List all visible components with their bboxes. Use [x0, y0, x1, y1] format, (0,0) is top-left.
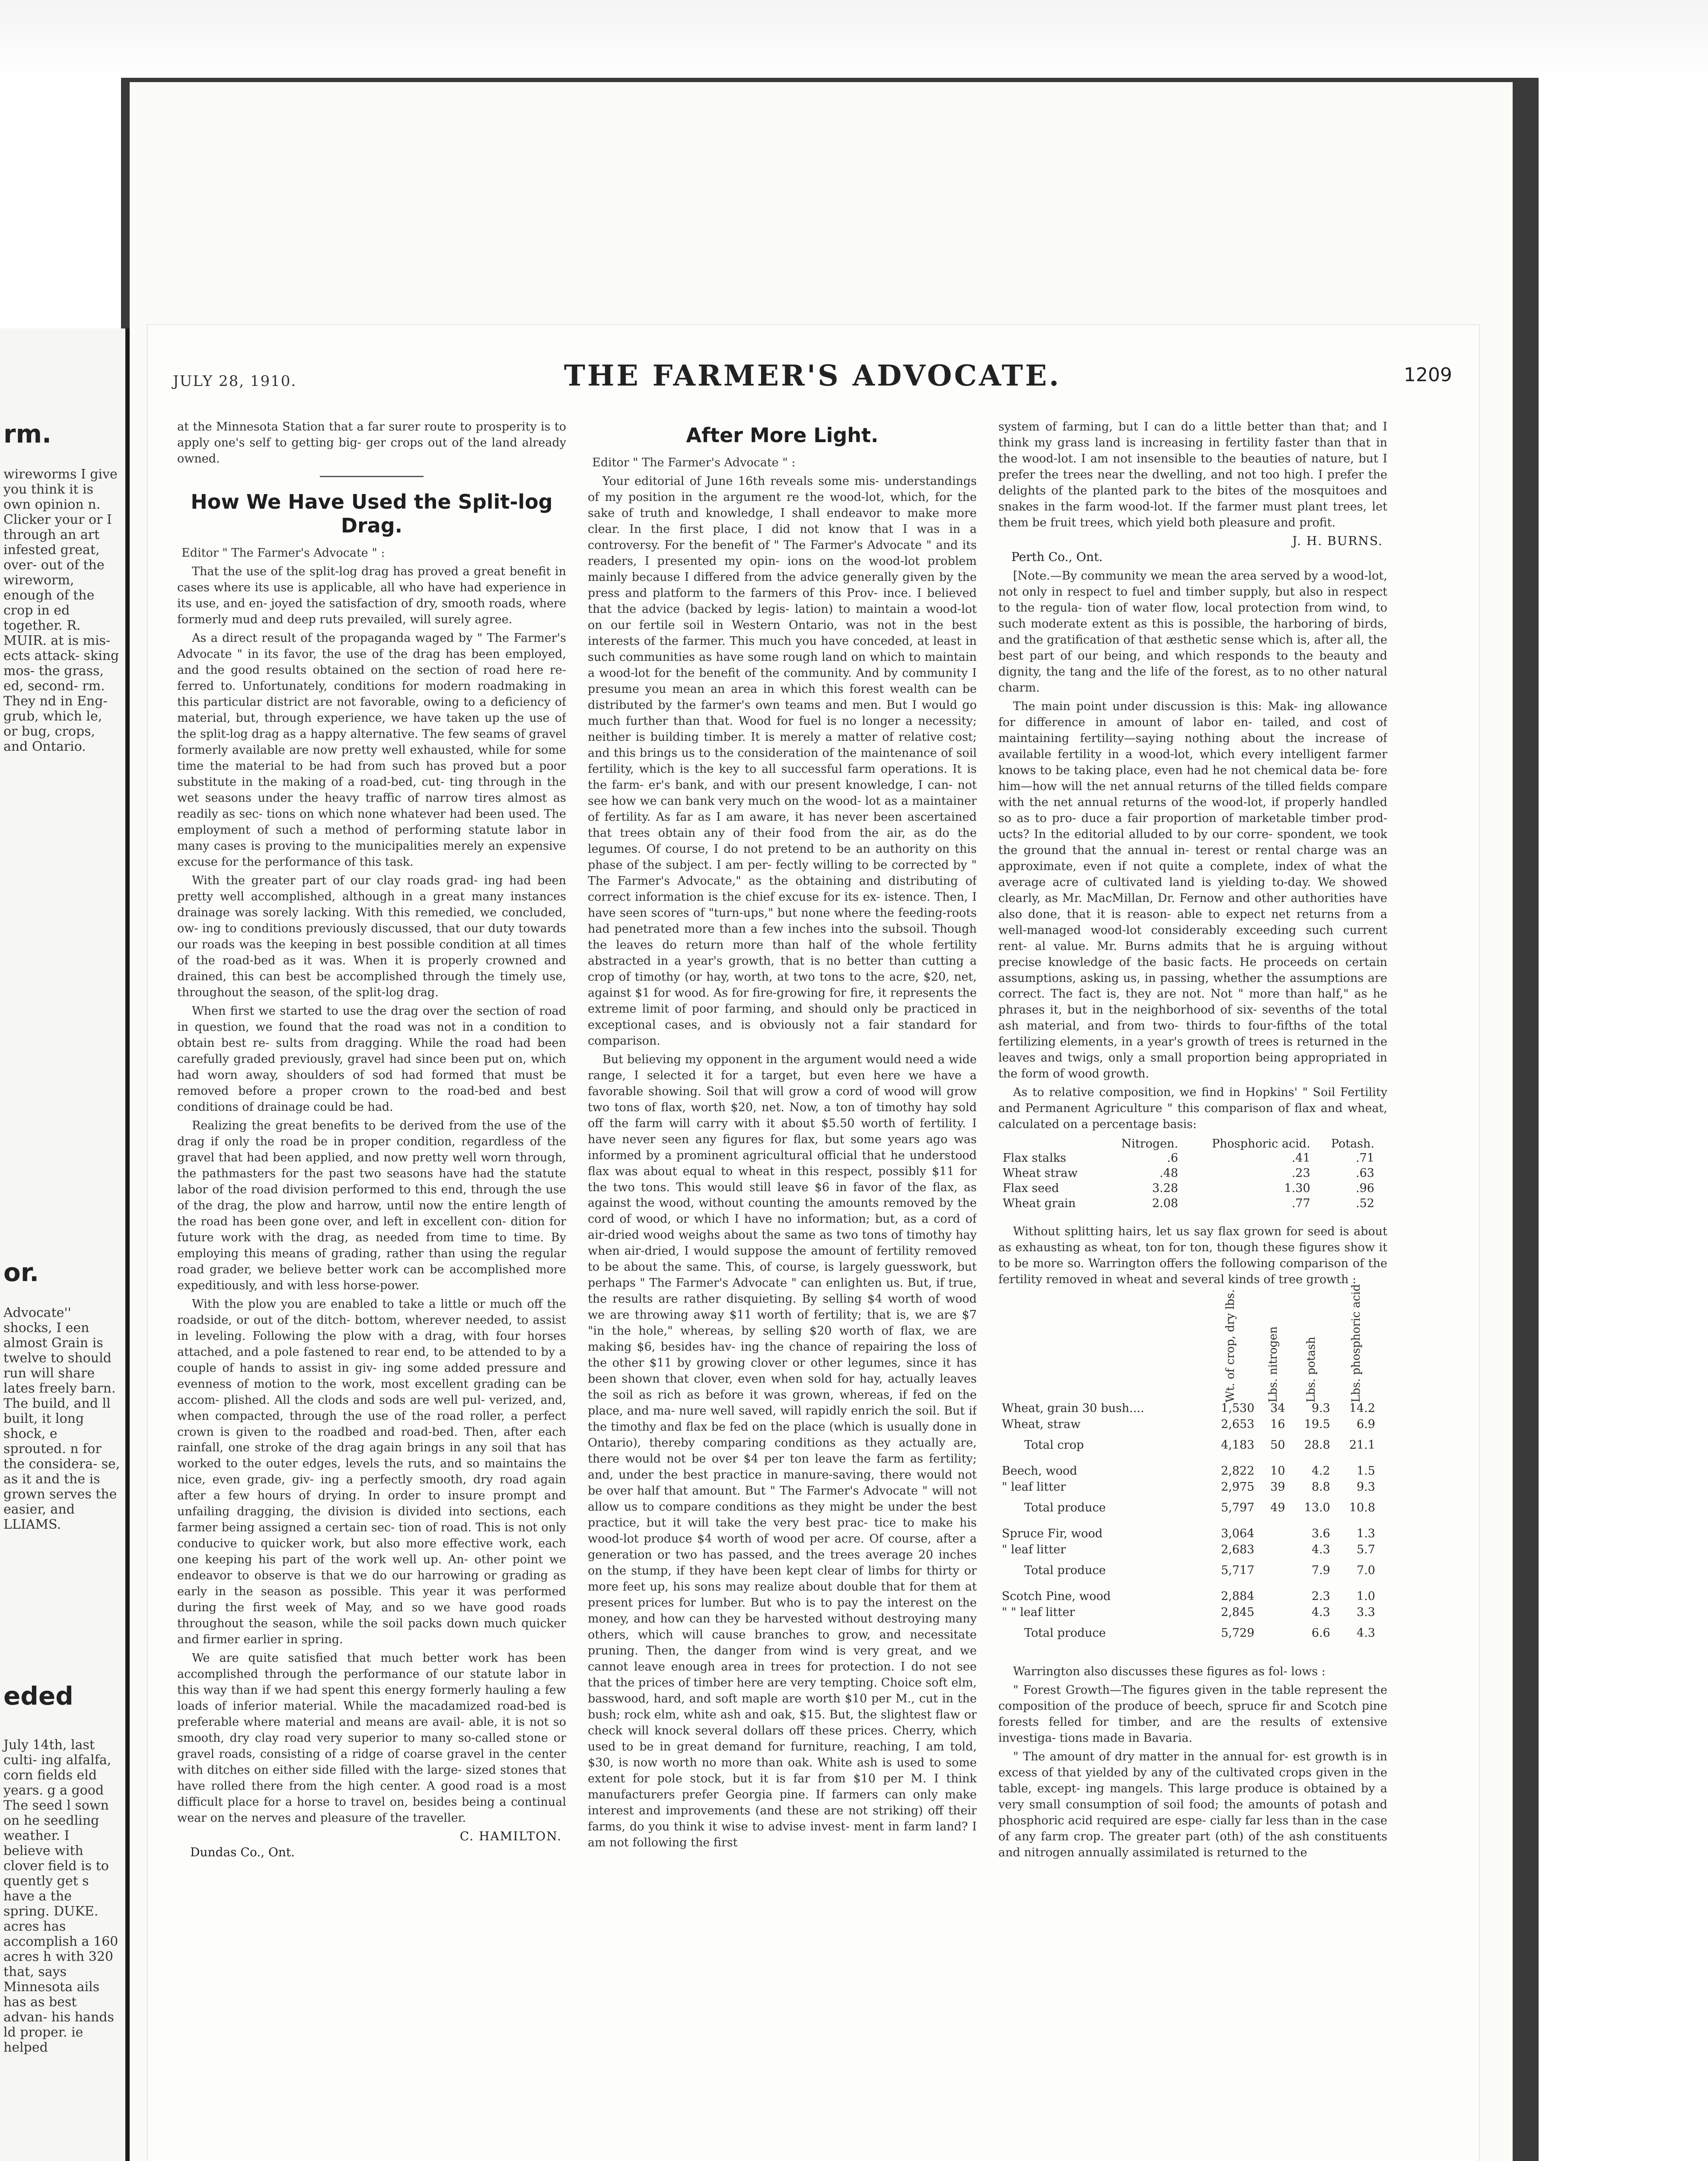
column-3	[998, 419, 1387, 2161]
article-paragraph: Without splitting hairs, let us say flax grown for seed is about as exhausting as wheat, ton for ton, though these figures show it to be more so. Warrington offers the following comparison of the fertility removed in wheat and several kinds of tree growth :	[998, 1225, 1387, 1287]
signature-place: Dundas Co., Ont.	[190, 1845, 295, 1860]
article-headline: After More Light.	[686, 424, 879, 447]
table-cell: 3.6	[1311, 1527, 1330, 1541]
table-cell: 6.6	[1311, 1626, 1330, 1640]
table-row	[998, 1463, 1379, 1479]
table-header-text: Wt. of crop, dry lbs.	[1224, 1289, 1237, 1403]
composition-table	[998, 1137, 1379, 1211]
table-row	[998, 1542, 1379, 1558]
signature: J. H. BURNS.	[1292, 533, 1383, 548]
table-cell	[1258, 1604, 1288, 1620]
table-row	[998, 1479, 1379, 1495]
table-cell: 7.9	[1311, 1564, 1330, 1578]
editor-salutation: Editor " The Farmer's Advocate " :	[592, 456, 796, 470]
column-2	[588, 419, 977, 2161]
table-cell: .41	[1291, 1151, 1310, 1165]
table-cell: 14.2	[1349, 1402, 1375, 1415]
article-paragraph: We are quite satisfied that much better work has been accomplished through the performance of our statute labor in this way than if we had spent this energy formerly hauling a few loads of inferior material. While the macadamized road-bed is preferable where material and means are avail- able, it is not so smooth, dry clay road very superior to many so-called stone or gravel roads, consisting of a ridge of coarse gravel in the center with ditches on either side filled with the large- sized stones that have rolled there from the high center. A good road is a most difficult place for a horse to travel on, besides being a continual wear on the nerves and pleasure of the traveller.	[177, 1651, 566, 1825]
table-cell: 1.30	[1284, 1182, 1310, 1195]
table-row	[998, 1400, 1379, 1416]
table-header: Nitrogen.	[1121, 1137, 1178, 1151]
prev-page-text: Advocate'' shocks, I een almost Grain is twelve to should run will share lates freely barn. The build, and ll built, it long shock, e sprouted. n for the considera- se, as it and the is grown serves the easier, and LLIAMS.	[3, 1305, 120, 1532]
table-cell: 5,717	[1221, 1564, 1255, 1578]
table-cell: Flax stalks	[1003, 1151, 1066, 1165]
table-cell: Total produce	[1024, 1501, 1106, 1515]
table-cell: " leaf litter	[1002, 1543, 1066, 1557]
previous-page-fragment	[0, 328, 131, 2161]
table-row	[998, 1526, 1379, 1542]
table-header	[998, 1292, 1203, 1400]
table-cell: .96	[1356, 1182, 1374, 1195]
table-cell: .6	[1167, 1151, 1178, 1165]
table-cell: 4.2	[1311, 1464, 1330, 1478]
note-paragraph: The main point under discussion is this: Mak- ing allowance for difference in amount of labor en- tailed, and cost of maintaining fertility—saying nothing about the increase of available fertility in a wood-lot, which every intelligent farmer knows to be taking place, even had he not chemical data be- fore him—how will the net annual returns of the tilled fields compare with the net annual returns of the wood-lot, if properly handled so as to pro- duce a fair proportion of marketable timber prod- ucts? In the editorial alluded to by our corre- spondent, we took the ground that the annual in- terest or rental charge was an approximate, even if not quite a complete, index of what the average acre of cultivated land is yielding to-day. We showed clearly, as Mr. MacMillan, Dr. Fernow and other authorities have also done, that it is reason- able to expect net returns from a well-managed wood-lot considerably exceeding such current rent- al value. Mr. Burns admits that he is arguing without precise knowledge of the basic facts. He proceeds on certain assumptions, asking us, in passing, whether the assumptions are correct. The fact is, they are not. Not " more than half," as he phrases it, but in the neighborhood of six- sevenths of the total ash material, and from two- thirds to four-fifths of the total fertilizing elements, in a year's growth of trees is returned in the leaves and twigs, only a small proportion being appropriated in the form of wood growth.	[998, 699, 1387, 1081]
table-header	[1334, 1284, 1379, 1403]
table-cell: Total crop	[1024, 1438, 1084, 1452]
table-cell: 8.8	[1311, 1480, 1330, 1494]
masthead-date: JULY 28, 1910.	[173, 373, 297, 390]
divider	[320, 476, 424, 477]
table-header: Phosphoric acid.	[1212, 1137, 1310, 1151]
signature-place: Perth Co., Ont.	[1011, 549, 1103, 564]
table-cell: " leaf litter	[1002, 1480, 1066, 1494]
table-row	[998, 1588, 1379, 1604]
film-border-top	[0, 0, 1708, 78]
table-cell	[1258, 1558, 1288, 1588]
table-cell: Beech, wood	[1002, 1464, 1077, 1478]
table-header-row	[998, 1137, 1379, 1151]
table-cell: 3,064	[1221, 1527, 1255, 1541]
table-header	[1289, 1292, 1334, 1403]
article-paragraph: That the use of the split-log drag has proved a great benefit in cases where its use is applicable, all who have had experience in its use, and en- joyed the satisfaction of dry, smooth roads, where formerly mud and deep ruts prevailed, will surely agree.	[177, 565, 566, 627]
table-cell: 21.1	[1349, 1438, 1375, 1452]
editor-salutation: Editor " The Farmer's Advocate " :	[182, 546, 385, 560]
table-cell: 5,729	[1221, 1626, 1255, 1640]
table-cell: .71	[1356, 1151, 1374, 1165]
note-paragraph: [Note.—By community we mean the area served by a wood-lot, not only in respect to fuel and timber supply, but also in respect to the regula- tion of water flow, local protection from wind, to such moderate extent as this is possible, the harboring of birds, and the gratification of that æsthetic sense which is, after all, the best part of our being, and which responds to the beauty and dignity, the tang and the life of the forest, as to no other natural charm.	[998, 569, 1387, 695]
table-cell: 13.0	[1304, 1501, 1330, 1515]
table-cell: 2,845	[1221, 1606, 1255, 1619]
table-cell	[1258, 1588, 1288, 1604]
table-header-row	[998, 1292, 1379, 1400]
table-cell: 19.5	[1304, 1418, 1330, 1431]
table-row	[998, 1166, 1379, 1181]
table-cell: .48	[1160, 1167, 1178, 1180]
table-header	[1203, 1289, 1258, 1403]
article-paragraph: system of farming, but I can do a little better than that; and I think my grass land is increasing in fertility faster than that in the wood-lot. I am not insensible to the beauties of nature, but I prefer the trees near the dwelling, and not too high. I prefer the delights of the planted park to the bites of the mosquitoes and snakes in the farm wood-lot. If the farmer must plant trees, let them be fruit trees, which yield both pleasure and profit.	[998, 420, 1387, 529]
article-paragraph: Warrington also discusses these figures as fol- lows :	[1013, 1665, 1326, 1679]
column-1	[177, 419, 566, 2161]
table-cell: .23	[1291, 1167, 1310, 1180]
table-cell: 5,797	[1221, 1501, 1255, 1515]
article-paragraph: Realizing the great benefits to be derived from the use of the drag if only the road be in proper condition, regardless of the gravel that had been applied, and now pretty well worn through, the pathmasters for the past two seasons have had the statute labor of the road division performed to this end, through the use of the drag, the plow and harrow, until now the entire length of the road has been gone over, and left in excellent con- dition for future work with the drag, as needed from time to time. By employing this means of grading, rather than using the regular road grader, we believe better work can be accomplished more expeditiously, and with less horse-power.	[177, 1119, 566, 1292]
table-cell: 2,884	[1221, 1590, 1255, 1603]
table-header-text: Lbs. potash	[1304, 1337, 1318, 1403]
table-cell: Wheat, grain 30 bush....	[1002, 1402, 1144, 1415]
table-cell	[1258, 1526, 1288, 1542]
signature: C. HAMILTON.	[459, 1829, 562, 1844]
table-cell: 4.3	[1311, 1606, 1330, 1619]
prev-page-heading: or.	[3, 1258, 39, 1287]
table-cell: 1.3	[1357, 1527, 1375, 1541]
table-row	[998, 1604, 1379, 1620]
note-paragraph: As to relative composition, we find in Hopkins' " Soil Fertility and Permanent Agriculture " this comparison of flax and wheat, calculated on a percentage basis:	[998, 1086, 1387, 1131]
table-cell: Flax seed	[1003, 1182, 1059, 1195]
masthead-title: THE FARMER'S ADVOCATE.	[564, 359, 1061, 392]
table-row	[998, 1495, 1379, 1526]
table-row	[998, 1558, 1379, 1588]
table-cell: .52	[1356, 1197, 1374, 1211]
table-cell: .77	[1291, 1197, 1310, 1211]
page-number: 1209	[1404, 364, 1452, 386]
table-cell: 28.8	[1304, 1438, 1330, 1452]
table-cell: 2,683	[1221, 1543, 1255, 1557]
article-paragraph: As a direct result of the propaganda waged by " The Farmer's Advocate " in its favor, the use of the drag has been employed, and the good results obtained on the section of road here re- ferred to. Unfortunately, conditions for modern roadmaking in this particular district are not favorable, owing to a deficiency of material, but, through experience, we have taken up the use of the split-log drag as a happy alternative. The few seams of gravel formerly available are now pretty well exhausted, while for some time the material to be had from such has proved but a poor substitute in the making of a road-bed, cut- ting through in the wet seasons under the heavy traffic of narrow tires almost as readily as sec- tions on which none whatever had been used. The employment of such a method of performing statute labor in many cases is proving to the municipalities merely an expensive excuse for the performance of this task.	[177, 631, 566, 869]
table-cell: 2.3	[1311, 1590, 1330, 1603]
table-cell: .63	[1356, 1167, 1374, 1180]
table-cell: 2,653	[1221, 1418, 1255, 1431]
table-cell: Wheat grain	[1003, 1197, 1076, 1211]
table-cell: 2,975	[1221, 1480, 1255, 1494]
table-cell: Wheat, straw	[1002, 1418, 1081, 1431]
table-cell: 16	[1270, 1418, 1285, 1431]
table-row	[998, 1620, 1379, 1651]
table-cell: 4,183	[1221, 1438, 1255, 1452]
table-cell: 6.9	[1357, 1418, 1375, 1431]
table-cell	[1258, 1542, 1288, 1558]
table-header: Potash.	[1331, 1137, 1374, 1151]
table-row	[998, 1196, 1379, 1211]
table-row	[998, 1416, 1379, 1432]
article-paragraph: With the greater part of our clay roads grad- ing had been pretty well accomplished, although in a great many instances drainage was sorely lacking. With this remedied, we concluded, ow- ing to conditions previously discussed, that our duty towards our roads was the keeping in best possible condition at all times of the road-bed as it was. When it is properly crowned and drained, this can best be accomplished through the timely use, throughout the season, of the split-log drag.	[177, 874, 566, 999]
table-cell: 39	[1270, 1480, 1285, 1494]
table-cell: 4.3	[1357, 1626, 1375, 1640]
table-cell: Total produce	[1024, 1564, 1106, 1578]
newspaper-page	[130, 82, 1513, 2161]
table-cell: 4.3	[1311, 1543, 1330, 1557]
prev-page-text: July 14th, last culti- ing alfalfa, corn fields eld years. g a good The seed l sown on he seedling weather. I believe with clover field is to quently get s have a the spring. DUKE. acres has accomplish a 160 acres h with 320 that, says Minnesota ails has as best advan- his hands ld proper. ie helped	[3, 1737, 118, 2055]
table-cell: 9.3	[1357, 1480, 1375, 1494]
article-paragraph: " The amount of dry matter in the annual for- est growth is in excess of that yielded by any of the cultivated crops given in the table, except- ing mangels. This large produce is obtained by a very small consumption of soil food; the amounts of potash and phosphoric acid required are espe- cially far less than in the case of any farm crop. The greater part (oth) of the ash constituents and nitrogen annually assimilated is returned to the	[998, 1750, 1387, 1860]
table-cell: 2,822	[1221, 1464, 1255, 1478]
table-cell: Total produce	[1024, 1626, 1106, 1640]
table-cell: 7.0	[1357, 1564, 1375, 1578]
table-cell: 10.8	[1349, 1501, 1375, 1515]
table-cell: 9.3	[1311, 1402, 1330, 1415]
prev-page-text: wireworms I give you think it is own opinion n. Clicker your or I through an art infested great, over- out of the wireworm, enough of the crop in ed together. R. MUIR. at is mis- ects attack- sking mos- the grass, ed, second- rm. They nd in Eng- grub, which le, or bug, crops, and Ontario.	[3, 467, 119, 754]
table-cell: 10	[1270, 1464, 1285, 1478]
fertility-table	[998, 1284, 1379, 1651]
article-paragraph: " Forest Growth—The figures given in the table represent the composition of the produce of beech, spruce fir and Scotch pine forests felled for timber, and are the results of extensive investiga- tions made in Bavaria.	[998, 1683, 1387, 1745]
table-cell	[1258, 1620, 1288, 1651]
table-cell: 3.28	[1152, 1182, 1178, 1195]
article-headline: How We Have Used the Split-log Drag.	[191, 490, 553, 538]
table-cell: " " leaf litter	[1002, 1606, 1075, 1619]
article-paragraph: When first we started to use the drag over the section of road in question, we found that the road was not in a condition to obtain best re- sults from dragging. While the road had been carefully graded previously, gravel had since been put on, which had worn away, shoulders of sod had formed that must be removed before a proper crown to the road-bed and best conditions of drainage could be had.	[177, 1004, 566, 1114]
table-row	[998, 1181, 1379, 1196]
masthead	[147, 359, 1478, 411]
prev-page-heading: eded	[3, 1681, 73, 1711]
table-cell: 3.3	[1357, 1606, 1375, 1619]
table-cell: 1.0	[1357, 1590, 1375, 1603]
table-header-text: Lbs. nitrogen	[1266, 1326, 1280, 1403]
article-paragraph: Your editorial of June 16th reveals some mis- understandings of my position in the argument re the wood-lot, which, for the sake of truth and knowledge, I shall endeavor to make more clear. In the first place, I did not know that I was in a controversy. For the benefit of " The Farmer's Advocate " and its readers, I presented my opin- ions on the wood-lot problem mainly because I differed from the advice generally given by the press and platform to the farmers of this Prov- ince. I believed that the advice (backed by legis- lation) to maintain a wood-lot on our fertile soil in Western Ontario, was not in the best interests of the farmer. This much you have conceded, at least in such communities as have some rough land on which to maintain a wood-lot for the benefit of the community. And by community I presume you mean an area in which this forest wealth can be distributed by the farmer's own teams and men. But I would go much further than that. Wood for fuel is no longer a necessity; neither is building timber. It is merely a matter of relative cost; and this brings us to the consideration of the maintenance of soil fertility, which is the key to all successful farm operations. It is the farm- er's bank, and with our present knowledge, I can- not see how we can bank very much on the wood- lot as a maintainer of fertility. As far as I am aware, it has never been ascertained that trees obtain any of their food from the air, as do the legumes. Of course, I do not pretend to be an authority on this phase of the subject. I am per- fectly willing to be corrected by " The Farmer's Advocate," as the obtaining and distributing of correct information is the chief excuse for its ex- istence. Then, I have seen scores of "turn-ups," but none where the feeding-roots had penetrated more than a few inches into the subsoil. Though the leaves do return more than half of the whole fertility abstracted in a year's growth, that is no better than cutting a crop of timothy (or hay, worth, at two tons to the acre, $20, net, against $1 for wood. As for fire-growing for fire, it represents the extreme limit of poor farming, and should only be practiced in exceptional cases, and is obviously not a fair standard for comparison.	[588, 475, 977, 1048]
table-cell: 5.7	[1357, 1543, 1375, 1557]
table-header-text: Lbs. phosphoric acid	[1349, 1284, 1363, 1403]
table-cell: 1,530	[1221, 1402, 1255, 1415]
table-cell: 1.5	[1357, 1464, 1375, 1478]
table-row	[998, 1151, 1379, 1166]
table-cell: 49	[1270, 1501, 1285, 1515]
table-cell: Wheat straw	[1003, 1167, 1078, 1180]
table-cell: Scotch Pine, wood	[1002, 1590, 1111, 1603]
table-cell: 50	[1270, 1438, 1285, 1452]
table-cell: Spruce Fir, wood	[1002, 1527, 1103, 1541]
table-cell: 34	[1270, 1402, 1285, 1415]
table-row	[998, 1432, 1379, 1463]
table-cell: 2.08	[1152, 1197, 1178, 1211]
intro-paragraph: at the Minnesota Station that a far surer route to prosperity is to apply one's self to getting big- ger crops out of the land already owned.	[177, 420, 566, 465]
article-paragraph: With the plow you are enabled to take a little or much off the roadside, or out of the ditch- bottom, wherever needed, to assist in leveling. Following the plow with a drag, with four horses attached, and a pole fastened to rear end, to be attended to by a couple of hands to assist in giv- ing some added pressure and evenness of motion to the work, most excellent grading can be accom- plished. All the clods and sods are well pul- verized, and, when compacted, through the use of the road roller, a perfect crown is given to the roadbed and road-bed. Then, after each rainfall, one stroke of the drag again brings in any soil that has worked to the outer edges, levels the ruts, and so maintains the nice, even grade, giv- ing a perfectly smooth, dry road again after a few hours of drying. In order to insure prompt and unfailing dragging, the division is divided into sections, each farmer being assigned a certain sec- tion of road. This is not only conducive to quicker work, but also more effective work, each one keeping his part of the work well up. An- other point we endeavor to observe is that we do our harrowing or grading as early in the season as possible. This year it was performed during the first week of May, and so we have good roads throughout the season, while the soil packs down much quicker and firmer earlier in spring.	[177, 1297, 566, 1647]
table-header	[998, 1137, 1102, 1151]
prev-page-heading: rm.	[3, 419, 52, 449]
film-border-right	[1539, 78, 1708, 2161]
table-header	[1258, 1292, 1288, 1403]
article-paragraph: But believing my opponent in the argument would need a wide range, I selected it for a target, but even here we have a favorable showing. Soil that will grow a cord of wood will grow two tons of flax, worth $20, net. Now, a ton of timothy hay sold off the farm will carry with it about $5.50 worth of fertility. I have never seen any figures for flax, but some years ago was informed by a prominent agricultural official that he understood flax was about equal to wheat in this respect, possibly $11 for the two tons. This would still leave $6 in favor of the flax, as against the wood, without counting the amounts removed by the cord of wood, or which I have no information; but, as a cord of air-dried wood weighs about the same as two tons of timothy hay when air-dried, I would suppose the amount of fertility removed to be about the same. This, of course, is largely guesswork, but perhaps " The Farmer's Advocate " can enlighten us. But, if true, the results are rather disquieting. By selling $4 worth of wood we are throwing away $11 worth of fertility; that is, we are $7 "in the hole," whereas, by selling $20 worth of flax, we are making $6, besides hav- ing the chance of repairing the loss of the other $11 by growing clover or other legumes, since it has been shown that clover, even when sold for hay, actually leaves the soil as rich as before it was grown, whereas, if fed on the place, and ma- nure well saved, will rapidly enrich the soil. But if the timothy and flax be fed on the place (which is usually done in Ontario), thereby comparing conditions as they actually are, there would not be over $4 per ton leave the farm as fertility; and, under the best practice in manure-saving, there would not be over half that amount. But " The Farmer's Advocate " will not allow us to compare conditions as they might be under the best practice, but it will take the very best prac- tice to make his wood-lot produce $4 worth of wood per acre. Of course, after a generation or two has passed, and the trees average 20 inches on the stump, if they have been kept clear of limbs for thirty or more feet up, his sons may realize about double that for them at present prices for lumber. But who is to pay the interest on the money, and how can they be harvested without destroying many others, which will cause branches to grow, and necessitate pruning. Then, the danger from wind is very great, and we cannot leave enough area in trees for protection. I do not see that the prices of timber here are very tempting. Choice soft elm, basswood, hard, and soft maple are worth $10 per M., cut in the bush; rock elm, white ash and oak, $15. But, the slightest flaw or check will knock several dollars off these prices. Cherry, which used to be in great demand for furniture, reaching, I am told, $30, is now worth no more than oak. White ash is used to some extent for pole stock, but it is far from $10 per M. I think manufacturers prefer Georgia pine. If farmers can only make interest and improvements (and these are not striking) off their farms, do you think it wise to advise invest- ment in farm land? I am not following the first	[588, 1052, 977, 1849]
